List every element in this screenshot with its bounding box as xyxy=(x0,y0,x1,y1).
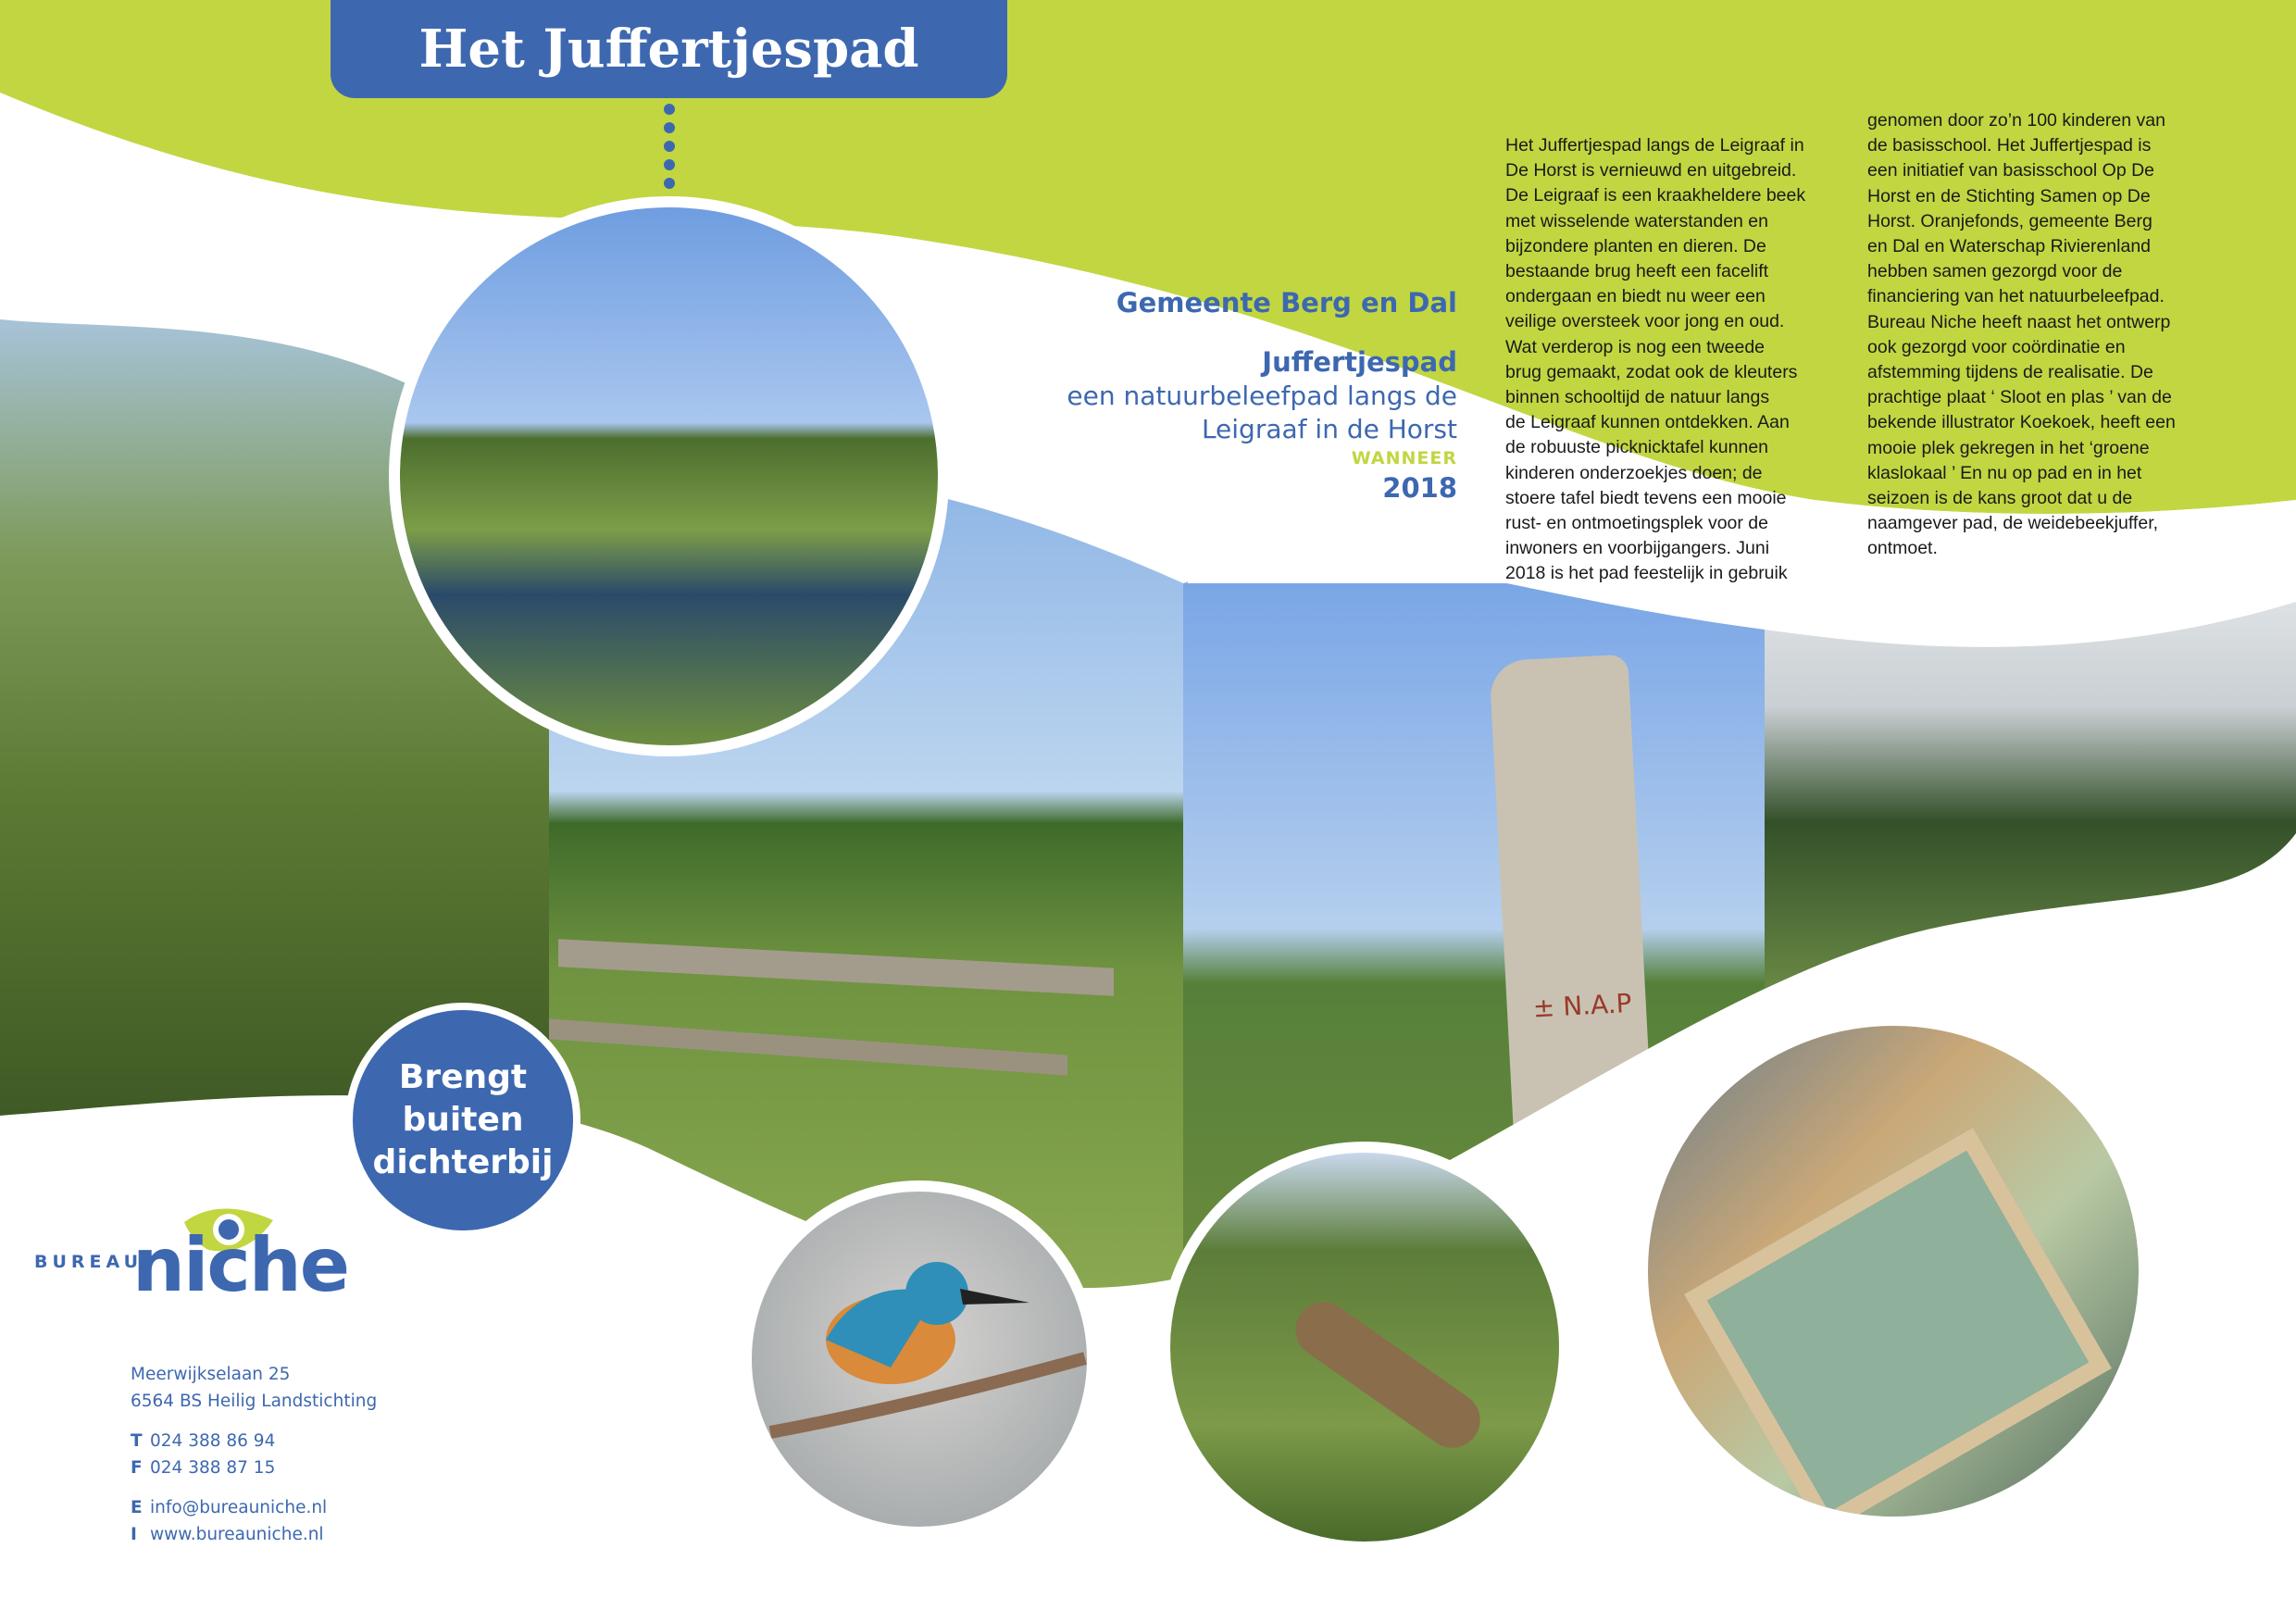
client-label: OPDRACHTGEVER xyxy=(1270,263,1457,283)
slogan-badge xyxy=(345,1003,580,1238)
body-text-line: binnen schooltijd de natuur langs xyxy=(1505,387,1770,408)
photo-circle-stream xyxy=(389,196,949,756)
body-text-line: Wat verderop is nog een tweede xyxy=(1505,336,1766,357)
body-text-line: bijzondere planten en dieren. De xyxy=(1505,235,1766,256)
body-text-line: genomen door zo’n 100 kinderen van xyxy=(1867,110,2165,131)
where-label: WAAR xyxy=(1393,322,1457,343)
body-text-line: ook gezorgd voor coördinatie en xyxy=(1867,336,2126,357)
body-text-line: financiering van het natuurbeleefpad. xyxy=(1867,286,2165,307)
body-text-line: 2018 is het pad feestelijk in gebruik xyxy=(1505,563,1788,584)
dot-connector xyxy=(664,104,675,115)
body-text-line: met wisselende waterstanden en xyxy=(1505,210,1768,231)
page-title: Het Juffertjespad xyxy=(331,0,1007,98)
body-text-line: ontmoet. xyxy=(1867,538,1938,559)
phone-label: T xyxy=(131,1431,143,1451)
address-city: 6564 BS Heilig Landstichting xyxy=(131,1392,378,1411)
dot-connector xyxy=(664,141,675,152)
body-text-line: klaslokaal ’ En nu op pad en in het xyxy=(1867,462,2142,483)
body-text-line: Het Juffertjespad langs de Leigraaf in xyxy=(1505,135,1804,156)
body-text-line: bestaande brug heeft een facelift xyxy=(1505,261,1769,282)
body-text-line: De Horst is vernieuwd en uitgebreid. xyxy=(1505,160,1797,181)
body-text-line: kinderen onderzoekjes doen; de xyxy=(1505,462,1763,483)
body-text-line: ondergaan en biedt nu weer een xyxy=(1505,286,1766,307)
photo-circle-kingfisher xyxy=(741,1180,1098,1538)
illustration-plate xyxy=(1684,1128,2112,1528)
slogan-line: Brengt xyxy=(398,1058,528,1096)
body-text-line: inwoners en voorbijgangers. Juni xyxy=(1505,538,1770,559)
body-text-line: Horst en de Stichting Samen op De xyxy=(1867,185,2151,206)
photo-circle-kids-log xyxy=(1159,1142,1570,1553)
slogan-line: dichterbij xyxy=(372,1143,554,1181)
contact-block xyxy=(131,1361,377,1548)
body-text-line: De Leigraaf is een kraakheldere beek xyxy=(1505,185,1806,206)
body-text-line: bekende illustrator Koekoek, heeft een xyxy=(1867,412,2176,433)
body-text-line: de robuuste picknicktafel kunnen xyxy=(1505,437,1769,458)
website-link[interactable]: www.bureauniche.nl xyxy=(150,1525,324,1544)
body-text-column-1 xyxy=(1505,133,1862,587)
body-text-line: rust- en ontmoetingsplek voor de xyxy=(1505,513,1768,534)
body-text-line: de Leigraaf kunnen ontdekken. Aan xyxy=(1505,412,1790,433)
where-subtitle: Leigraaf in de Horst xyxy=(1201,414,1457,444)
body-text-line: stoere tafel biedt tevens een mooie xyxy=(1505,487,1787,508)
where-subtitle: een natuurbeleefpad langs de xyxy=(1067,381,1457,411)
logo-name: niche xyxy=(132,1222,349,1308)
fax-number: 024 388 87 15 xyxy=(150,1458,276,1478)
body-text-line: Horst. Oranjefonds, gemeente Berg xyxy=(1867,210,2152,231)
body-text-line: afstemming tijdens de realisatie. De xyxy=(1867,362,2153,383)
when-label: WANNEER xyxy=(1351,448,1457,468)
body-text-line: de basisschool. Het Juffertjespad is xyxy=(1867,135,2152,156)
body-text-line: veilige oversteek voor jong en oud. xyxy=(1505,311,1785,332)
web-label: I xyxy=(131,1525,137,1544)
project-meta xyxy=(1067,261,1457,506)
body-text-line: hebben samen gezorgd voor de xyxy=(1867,261,2123,282)
log xyxy=(1285,1291,1491,1458)
email-link[interactable]: info@bureauniche.nl xyxy=(150,1498,328,1517)
body-text-line: Bureau Niche heeft naast het ontwerp xyxy=(1867,311,2171,332)
bureau-niche-logo xyxy=(34,1204,349,1324)
phone-number[interactable]: 024 388 86 94 xyxy=(150,1431,276,1451)
kingfisher-illustration xyxy=(752,1192,1087,1527)
address-street: Meerwijkselaan 25 xyxy=(131,1365,291,1384)
body-text-line: naamgever pad, de weidebeekjuffer, xyxy=(1867,513,2159,534)
when-value: 2018 xyxy=(1382,472,1457,504)
email-label: E xyxy=(131,1498,143,1517)
body-text-line: en Dal en Waterschap Rivierenland xyxy=(1867,236,2152,257)
logo-prefix: BUREAU xyxy=(34,1252,144,1272)
body-text-line: prachtige plaat ‘ Sloot en plas ’ van de xyxy=(1867,387,2172,408)
nap-marker-text: ± N.A.P xyxy=(1532,987,1633,1024)
body-text-line: mooie plek gekregen in het ‘groene xyxy=(1867,437,2150,458)
dot-connector xyxy=(664,159,675,170)
client-value: Gemeente Berg en Dal xyxy=(1116,287,1457,318)
body-text-line: seizoen is de kans groot dat u de xyxy=(1867,488,2133,509)
fax-label: F xyxy=(131,1458,143,1478)
body-text-column-2 xyxy=(1867,108,2224,562)
where-value: Juffertjespad xyxy=(1262,346,1457,378)
body-text-line: brug gemaakt, zodat ook de kleuters xyxy=(1505,361,1798,382)
body-text-line: een initiatief van basisschool Op De xyxy=(1867,160,2155,181)
dot-connector xyxy=(664,122,675,133)
photo-circle-study-table xyxy=(1637,1015,2150,1528)
dot-connector xyxy=(664,178,675,189)
slogan-line: buiten xyxy=(402,1101,524,1139)
